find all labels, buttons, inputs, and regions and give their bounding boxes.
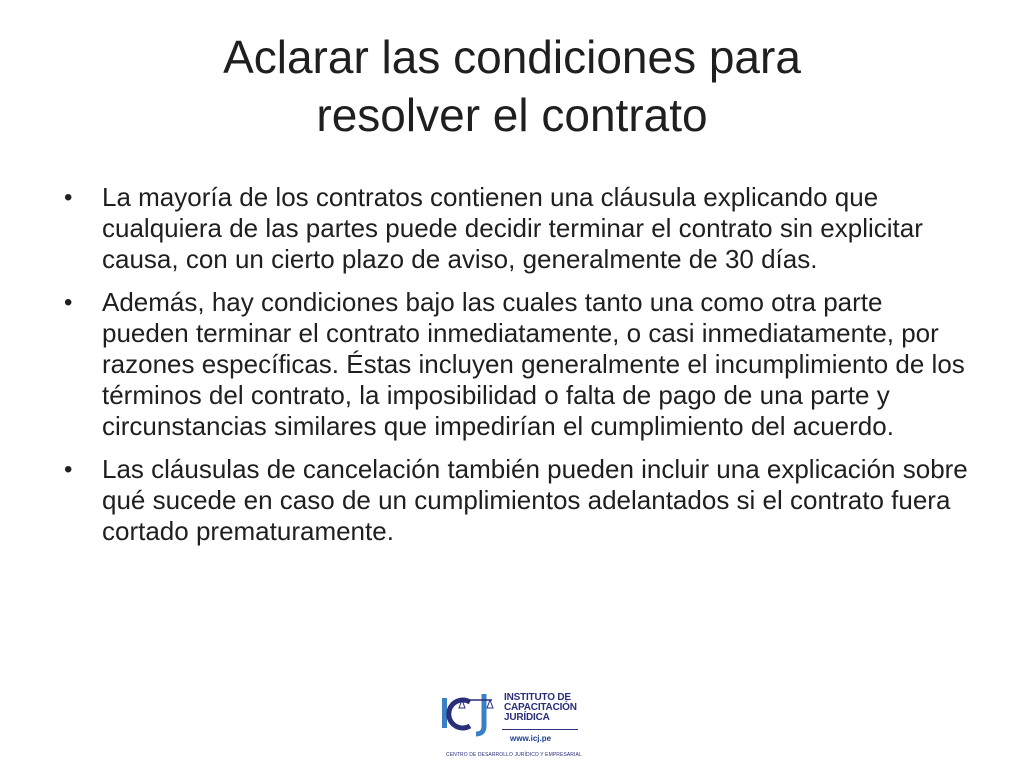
icj-logo-mark-icon xyxy=(440,690,500,738)
slide-title xyxy=(60,28,964,144)
icj-logo-name xyxy=(504,693,577,723)
bullet-text: La mayoría de los contratos contienen una cláusula explicando que cualquiera de las partes puede decidir terminar el contrato sin explicitar causa, con un cierto plazo de aviso, generalmente de 30 días. xyxy=(102,182,923,274)
bullet-icon: • xyxy=(64,184,73,211)
logo-name-line-2: CAPACITACIÓN xyxy=(504,702,577,713)
bullet-item xyxy=(60,454,970,547)
logo-divider xyxy=(502,729,578,730)
bullet-item xyxy=(60,287,970,442)
bullet-item xyxy=(60,182,970,275)
logo-name-line-1: INSTITUTO DE xyxy=(504,692,571,703)
slide-title-line-2: resolver el contrato xyxy=(316,89,708,141)
icj-logo xyxy=(440,690,590,762)
bullet-text: Además, hay condiciones bajo las cuales tanto una como otra parte pueden terminar el contrato inmediatamente, o casi inmediatamente, por razones específicas. Éstas incluyen generalmente el incumplimiento de los términos del contrato, la imposibilidad o falta de pago de una parte y circunstancias similares que impedirían el cumplimiento del acuerdo. xyxy=(102,287,965,441)
slide-title-line-1: Aclarar las condiciones para xyxy=(223,31,801,83)
bullet-list xyxy=(60,182,970,559)
logo-tagline: CENTRO DE DESARROLLO JURÍDICO Y EMPRESARIAL xyxy=(446,752,582,758)
bullet-icon: • xyxy=(64,456,73,483)
logo-name-line-3: JURÍDICA xyxy=(504,712,550,723)
bullet-icon: • xyxy=(64,289,73,316)
bullet-text: Las cláusulas de cancelación también pueden incluir una explicación sobre qué sucede en caso de un cumplimientos adelantados si el contrato fuera cortado prematuramente. xyxy=(102,454,968,546)
logo-url: www.icj.pe xyxy=(510,734,552,743)
